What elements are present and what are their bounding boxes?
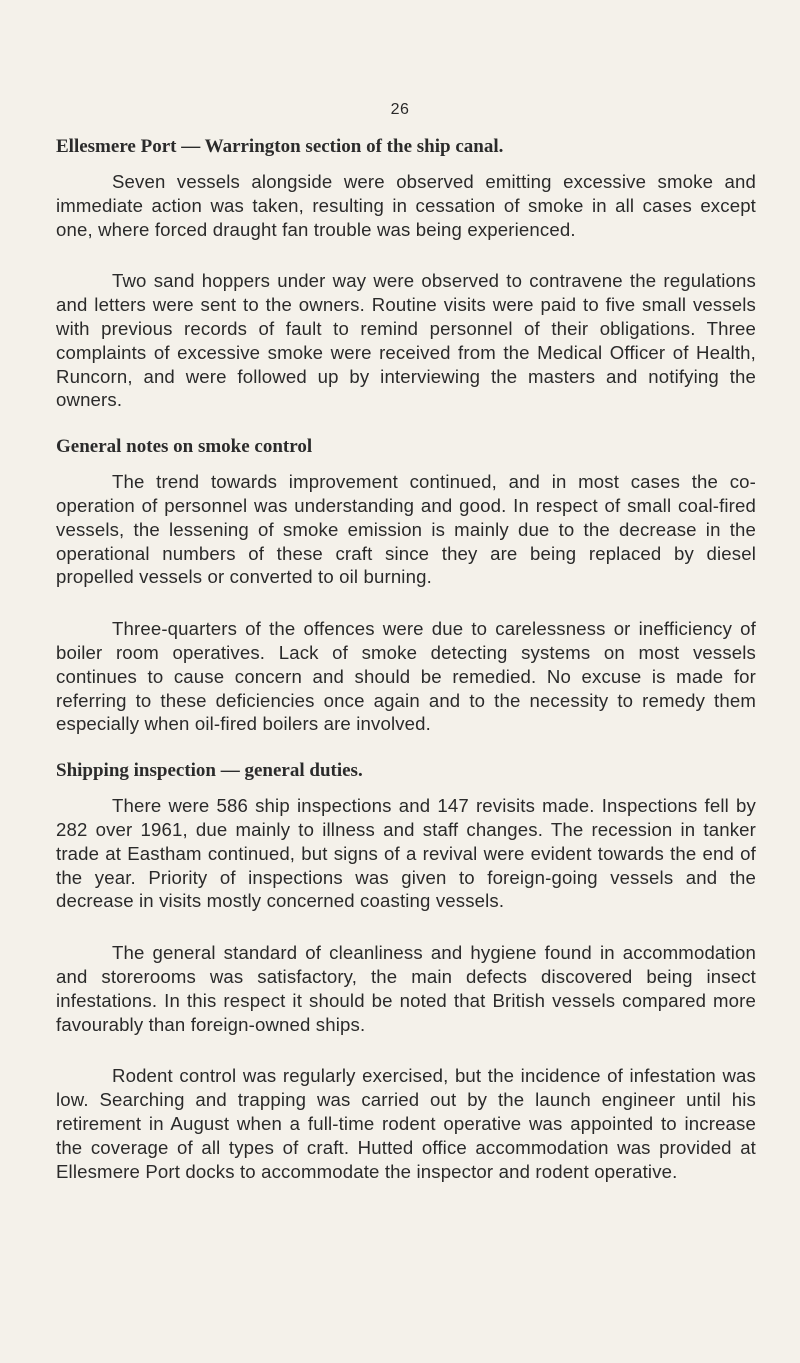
paragraph: Rodent control was regularly exercised, but the incidence of infestation was low. Searching and trapping was carried out by the launch engineer until his retirement in August when a full-time rodent operative was appointed to increase the coverage of all types of craft. Hutted office accommodation was provided at Ellesmere Port docks to accommodate the inspector and rodent operative. [56,1065,756,1182]
section-heading: Shipping inspection — general duties. [56,760,363,782]
paragraph: Three-quarters of the offences were due to carelessness or inefficiency of boiler room operatives. Lack of smoke detecting systems on most vessels continues to cause concern and should be remedied. No excuse is made for referring to these deficiencies once again and to the necessity to remedy them especially when oil-fired boilers are involved. [56,618,756,735]
section-shipping-inspection [56,758,756,1183]
section-heading: General notes on smoke control [56,436,313,458]
page-number: 26 [390,101,410,118]
section-heading: Ellesmere Port — Warrington section of the ship canal. [56,136,504,157]
paragraph: The trend towards improvement continued, and in most cases the co-operation of personnel was understanding and good. In respect of small coal-fired vessels, the lessening of smoke emission is mainly due to the decrease in the operational numbers of these craft since they are being replaced by diesel propelled vessels or converted to oil burning. [56,471,756,588]
paragraph: Two sand hoppers under way were observed to contravene the regulations and letters were sent to the owners. Routine visits were paid to five small vessels with previous records of fault to remind personnel of their obligations. Three complaints of excessive smoke were received from the Medical Officer of Health, Runcorn, and were followed up by interviewing the masters and notifying the owners. [56,270,756,411]
paragraph: The general standard of cleanliness and hygiene found in accommodation and storerooms was satisfactory, the main defects discovered being insect infestations. In this respect it should be noted that British vessels compared more favourably than foreign-owned ships. [56,942,756,1035]
paragraph: Seven vessels alongside were observed emitting excessive smoke and immediate action was taken, resulting in cessation of smoke in all cases except one, where forced draught fan trouble was being experienced. [56,171,756,240]
document-body [56,134,756,1211]
section-ellesmere-port [56,134,756,412]
paragraph: There were 586 ship inspections and 147 revisits made. Inspections fell by 282 over 1961, due mainly to illness and staff changes. The recession in tanker trade at Eastham continued, but signs of a revival were evident towards the end of the year. Priority of inspections was given to foreign-going vessels and the decrease in visits mostly concerned coasting vessels. [56,795,756,912]
section-general-notes [56,434,756,736]
